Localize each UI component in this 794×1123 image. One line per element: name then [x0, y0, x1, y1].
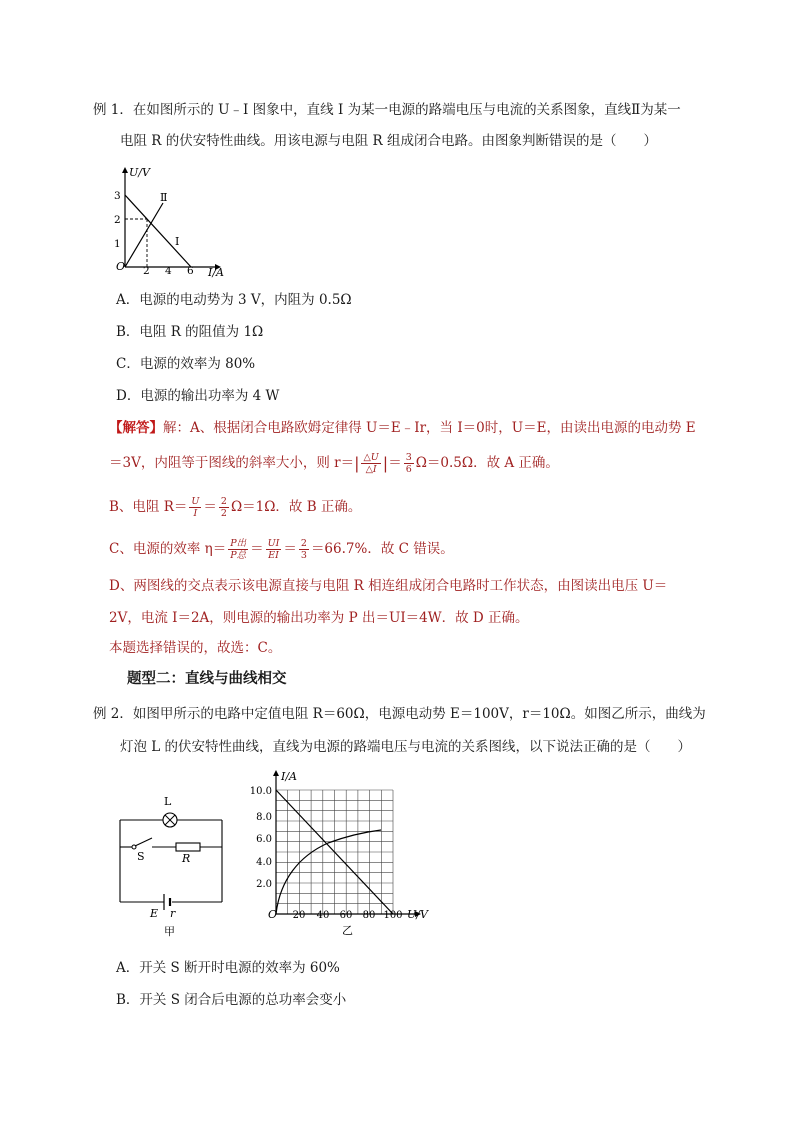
solution-line-d2: 2V，电流 I＝2A，则电源的输出功率为 P 出＝UI＝4W．故 D 正确。 [109, 610, 529, 626]
ex1-question-line2: 电阻 R 的伏安特性曲线。用该电源与电阻 R 组成闭合电路。由图象判断错误的是（ ） [120, 133, 657, 149]
ex1-option-b: B．电阻 R 的阻值为 1Ω [116, 324, 264, 340]
ex2-ytick-8: 8.0 [256, 812, 272, 823]
solution-line-b: B、电阻 R＝ $\frac{U}{I}$ ＝ $\frac{2}{2}$ Ω＝1Ω．故 B 正确。 [109, 496, 362, 519]
ex2-ytick-4: 4.0 [256, 857, 272, 868]
ex1-option-c: C．电源的效率为 80% [116, 356, 256, 372]
ex1-line-I-label: I [175, 235, 180, 248]
fraction-2-3: $\frac{2}{3}$ [300, 538, 307, 561]
fraction-3-6: $\frac{3}{6}$ [405, 452, 412, 475]
ex2-option-b: B．开关 S 闭合后电源的总功率会变小 [116, 992, 347, 1008]
ex1-question-line1: 例 1．在如图所示的 U﹣I 图象中，直线 I 为某一电源的路端电压与电流的关系图象，直线Ⅱ为某一 [93, 102, 681, 118]
ex1-y-axis-label: U/V [129, 166, 150, 179]
fraction-delta: $\frac{\triangle U}{\triangle I}$ [363, 452, 379, 475]
solution-r-result: Ω＝0.5Ω．故 A 正确。 [415, 455, 559, 471]
fraction-2-2: $\frac{2}{2}$ [220, 496, 227, 519]
ex2-circuit-diagram [112, 790, 232, 940]
ex1-x-axis-label: I/A [208, 266, 224, 279]
ex2-lamp-curve [276, 830, 381, 914]
ex1-line-II-label: Ⅱ [160, 191, 168, 204]
ex2-xtick-40: 40 [316, 910, 330, 921]
ex2-option-a: A．开关 S 断开时电源的效率为 60% [116, 960, 340, 976]
ex1-option-d: D．电源的输出功率为 4 W [116, 388, 280, 404]
solution-conclusion: 本题选择错误的，故选：C。 [109, 640, 282, 656]
ex2-ytick-6: 6.0 [256, 834, 272, 845]
circuit-caption: 甲 [164, 925, 175, 938]
ex1-xtick-6: 6 [187, 265, 194, 277]
lamp-label: L [164, 795, 172, 808]
solution-line2: ＝3V，内阻等于图线的斜率大小，则 r＝| $\frac{\triangle U}{\triangle I}$ |＝ $\frac{3}{6}$ Ω＝0.5Ω．故 A 正确。 [109, 452, 559, 475]
solution-text-1: 解：A、根据闭合电路欧姆定律得 U＝E﹣Ir，当 I＝0时，U＝E，由读出电源的电动势 E [163, 420, 696, 436]
resistor-icon [176, 843, 200, 851]
ex1-xtick-4: 4 [165, 265, 172, 277]
graph-caption: 乙 [342, 924, 353, 937]
solution-line-c: C、电源的效率 η＝ $\frac{\text{P出}}{\text{P总}}$ ＝ $\frac{UI}{EI}$ ＝ $\frac{2}{3}$ ＝66.7%．故 C 错误。 [109, 538, 454, 561]
ex2-xtick-60: 60 [339, 910, 353, 921]
ex2-question-line2: 灯泡 L 的伏安特性曲线，直线为电源的路端电压与电流的关系图线，以下说法正确的是（ ） [120, 739, 692, 755]
ex1-xtick-2: 2 [143, 265, 150, 277]
solution-line1 [109, 418, 696, 438]
ex2-iv-graph [247, 768, 437, 940]
solution-bracket: 【解答】 [109, 420, 163, 436]
ex2-origin: O [268, 908, 278, 921]
section-heading: 题型二：直线与曲线相交 [127, 671, 287, 687]
ex1-ytick-2: 2 [114, 214, 121, 226]
ex1-origin: O [116, 260, 126, 273]
ex2-xtick-20: 20 [292, 910, 306, 921]
ex2-ytick-10: 10.0 [249, 786, 272, 797]
ex2-y-axis-label: I/A [281, 770, 297, 783]
solution-r-prefix: ＝3V，内阻等于图线的斜率大小，则 r＝ [109, 455, 355, 471]
ex1-ytick-3: 3 [114, 190, 121, 202]
solution-line-d1: D、两图线的交点表示该电源直接与电阻 R 相连组成闭合电路时工作状态，由图读出电压 U＝ [109, 578, 668, 594]
battery-e-label: E [150, 907, 159, 920]
ex2-xtick-80: 80 [362, 910, 376, 921]
ex1-ytick-1: 1 [114, 238, 121, 250]
fraction-u-i: $\frac{U}{I}$ [191, 496, 200, 519]
ex1-ui-graph [105, 163, 235, 281]
ex1-option-a: A．电源的电动势为 3 V，内阻为 0.5Ω [116, 292, 352, 308]
ex1-line-II [125, 203, 163, 267]
ex2-x-axis-label: U/V [407, 908, 428, 921]
ex2-xtick-100: 100 [383, 910, 403, 921]
resistor-label: R [182, 852, 191, 865]
ex2-ytick-2: 2.0 [256, 879, 272, 890]
switch-label: S [137, 850, 145, 863]
fraction-ui-ei: $\frac{UI}{EI}$ [267, 538, 280, 561]
ex1-line-I [125, 195, 191, 267]
fraction-p: $\frac{\text{P出}}{\text{P总}}$ [230, 538, 247, 561]
battery-r-label: r [170, 907, 176, 920]
ex2-question-line1: 例 2．如图甲所示的电路中定值电阻 R＝60Ω，电源电动势 E＝100V，r＝10Ω。如图乙所示，曲线为 [93, 706, 706, 722]
